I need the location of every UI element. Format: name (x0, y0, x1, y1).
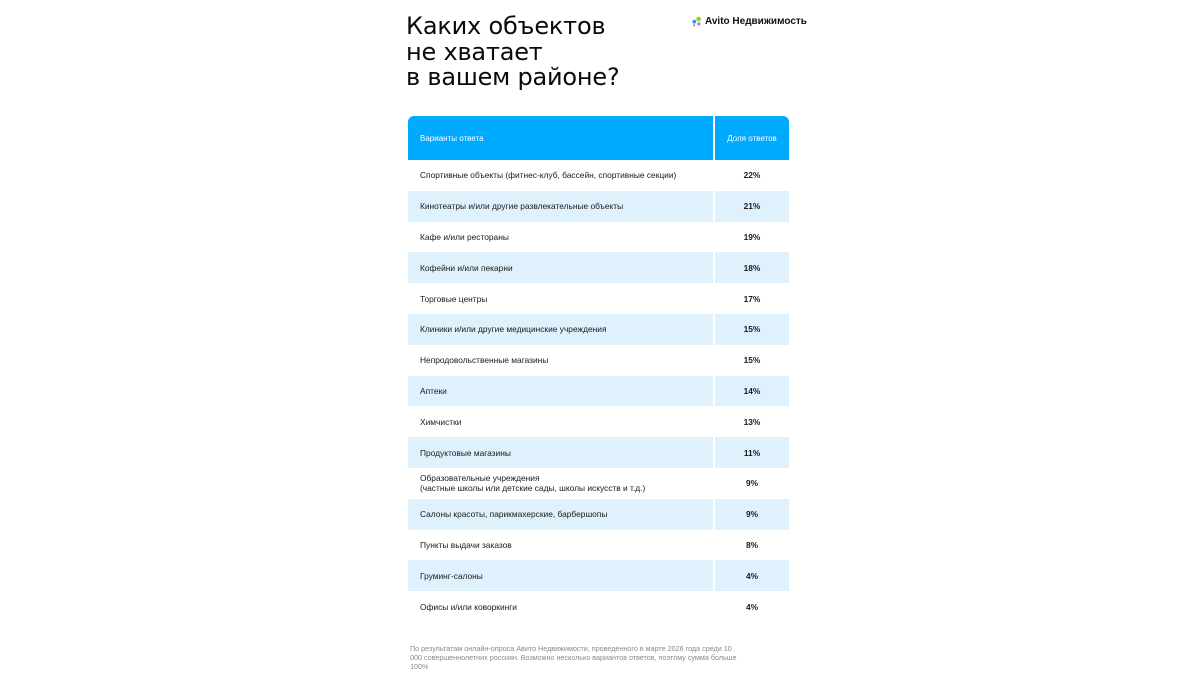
column-header-share: Доля ответов (727, 133, 777, 143)
row-option-label: Клиники и/или другие медицинские учреждения (420, 324, 607, 335)
table-row (408, 252, 789, 283)
footnote: По результатам онлайн-опроса Авито Недвижимости, проведенного в марте 2026 года среди 10 000 совершеннолетних россиян. Возможно несколько вариантов ответов, поэтому сумма больше 100% (410, 644, 737, 671)
row-option-label: Образовательные учреждения (420, 473, 540, 484)
row-option-cell (408, 406, 713, 437)
row-share-value: 9% (745, 478, 759, 489)
row-option-label: Офисы и/или коворкинги (420, 601, 517, 612)
row-share-value: 4% (745, 570, 759, 581)
row-option-label: Аптеки (420, 385, 447, 396)
row-option-cell (408, 560, 713, 591)
table-row (408, 437, 789, 468)
title-line-1: Каких объектов (406, 12, 606, 40)
row-option-label: Продуктовые магазины (420, 447, 511, 458)
table-row (408, 160, 789, 191)
row-option-label: Кинотеатры и/или другие развлекательные объекты (420, 201, 624, 212)
row-option-label: Кафе и/или рестораны (420, 231, 509, 242)
row-option-cell (408, 252, 713, 283)
row-option-cell (408, 345, 713, 376)
table-body (408, 160, 789, 622)
row-option-cell (408, 591, 713, 622)
title-line-2: не хватает (406, 37, 543, 66)
survey-table (408, 116, 789, 622)
table-row (408, 468, 789, 499)
brand-name: Avito Недвижимость (705, 16, 807, 27)
title-line-3: в вашем районе? (406, 63, 620, 91)
column-header-option: Варианты ответа (420, 133, 484, 143)
row-option-label: Пункты выдачи заказов (420, 539, 512, 550)
table-row (408, 499, 789, 530)
row-option-cell (408, 160, 713, 191)
row-share-value: 4% (745, 601, 759, 612)
row-share-value: 13% (743, 416, 761, 427)
row-share-value: 18% (743, 262, 761, 273)
row-share-value: 9% (745, 509, 759, 520)
row-share-value: 15% (743, 324, 761, 335)
row-option-label: Груминг-салоны (420, 570, 483, 581)
table-row (408, 283, 789, 314)
avito-dots-logo-icon (691, 16, 702, 27)
table-row (408, 345, 789, 376)
table-row (408, 530, 789, 561)
row-option-cell (408, 314, 713, 345)
brand-logo (691, 16, 807, 27)
row-option-cell (408, 530, 713, 561)
row-option-sublabel: (частные школы или детские сады, школы искусств и т.д.) (420, 483, 646, 494)
table-row (408, 591, 789, 622)
row-option-cell (408, 283, 713, 314)
row-share-value: 8% (745, 539, 759, 550)
row-option-label: Химчистки (420, 416, 462, 427)
row-option-cell (408, 222, 713, 253)
row-share-value: 14% (743, 385, 761, 396)
table-row (408, 376, 789, 407)
row-option-cell (408, 437, 713, 468)
table-row (408, 314, 789, 345)
row-option-label: Салоны красоты, парикмахерские, барбершопы (420, 509, 608, 520)
table-row (408, 560, 789, 591)
table-row (408, 406, 789, 437)
row-share-value: 22% (743, 170, 761, 181)
table-header (408, 116, 789, 160)
row-share-value: 15% (743, 355, 761, 366)
row-option-cell (408, 499, 713, 530)
row-option-cell (408, 191, 713, 222)
table-row (408, 191, 789, 222)
row-option-label: Спортивные объекты (фитнес-клуб, бассейн, спортивные секции) (420, 170, 677, 181)
table-row (408, 222, 789, 253)
row-option-cell (408, 376, 713, 407)
row-share-value: 19% (743, 231, 761, 242)
row-option-label: Кофейни и/или пекарни (420, 262, 513, 273)
row-option-label: Торговые центры (420, 293, 488, 304)
row-share-value: 11% (743, 447, 761, 458)
page-title (406, 14, 620, 91)
row-option-cell (408, 468, 713, 499)
row-share-value: 21% (743, 201, 761, 212)
row-option-label: Непродовольственные магазины (420, 355, 549, 366)
row-share-value: 17% (743, 293, 761, 304)
